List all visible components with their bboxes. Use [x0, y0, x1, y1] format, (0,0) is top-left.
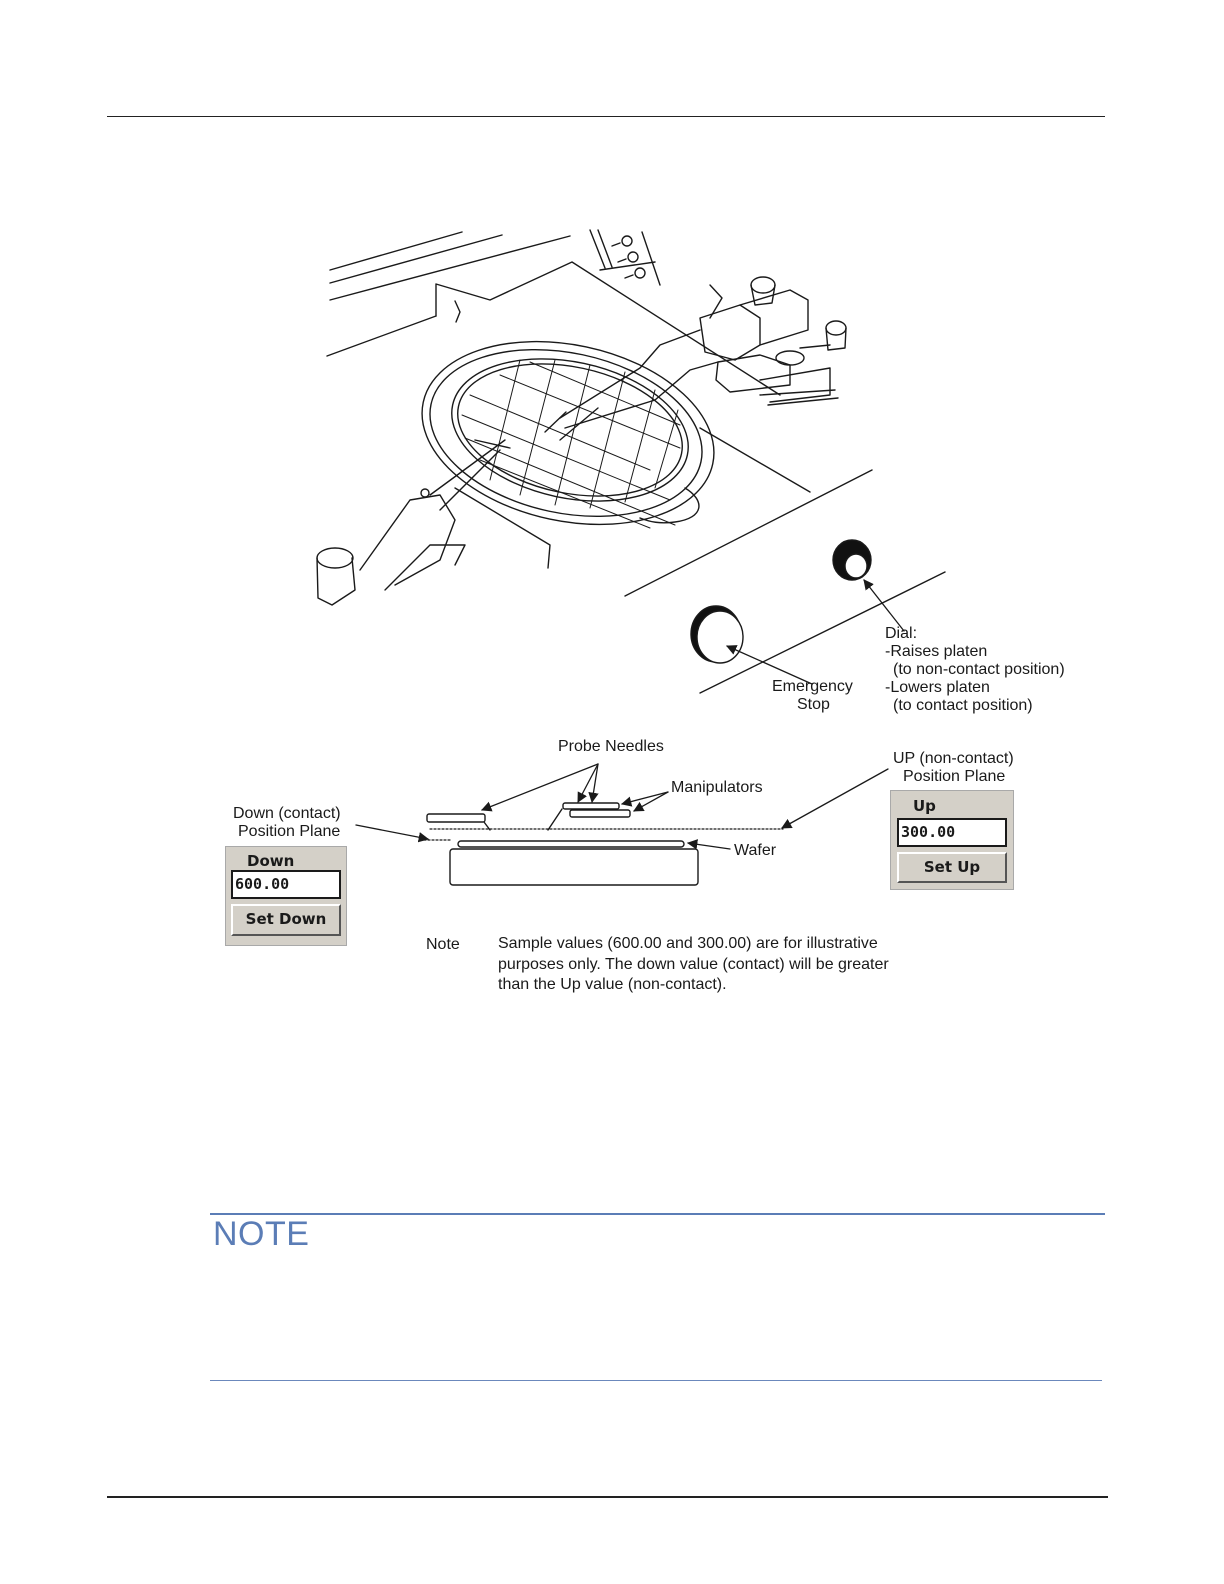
- dial-raise-detail: (to non-contact position): [893, 661, 1065, 678]
- dial-label: Dial:: [885, 625, 918, 642]
- platen-dial: [833, 540, 871, 580]
- chuck-and-wafer: [405, 316, 731, 568]
- dial-lower-detail: (to contact position): [893, 697, 1033, 714]
- down-position-panel: [225, 846, 347, 946]
- control-panel-knobs: [590, 230, 660, 285]
- manipulator-arms: [545, 277, 846, 440]
- wafer-label: Wafer: [734, 842, 777, 859]
- up-position-panel: [890, 790, 1014, 890]
- note-heading: NOTE: [213, 1215, 310, 1253]
- up-plane-label-line2: Position Plane: [903, 768, 1006, 785]
- probe-needles-label: Probe Needles: [558, 738, 664, 755]
- figure-note-line: purposes only. The down value (contact) will be greater: [498, 955, 889, 973]
- figure-note-line: Sample values (600.00 and 300.00) are for illustrative: [498, 935, 878, 952]
- estop-label-line2: Stop: [797, 696, 830, 713]
- up-panel-title: Up: [913, 797, 936, 815]
- down-plane-label-line1: Down (contact): [233, 805, 341, 822]
- position-plane-schematic: [420, 803, 783, 885]
- up-value-field[interactable]: 300.00: [897, 818, 1007, 847]
- dial-raise-label: -Raises platen: [885, 643, 988, 660]
- footer-rule: [107, 1496, 1108, 1498]
- down-plane-label-line2: Position Plane: [238, 823, 341, 840]
- down-value-field[interactable]: 600.00: [231, 870, 341, 899]
- emergency-stop-button: [691, 606, 743, 663]
- figure-note-label: Note: [426, 936, 460, 953]
- estop-label-line1: Emergency: [772, 678, 853, 695]
- figure-note-text: [498, 934, 889, 996]
- set-down-button[interactable]: Set Down: [231, 904, 341, 936]
- side-probe-arm: [317, 440, 510, 605]
- dial-lower-label: -Lowers platen: [885, 679, 990, 696]
- manipulators-label: Manipulators: [671, 779, 763, 796]
- note-bottom-rule: [210, 1380, 1102, 1381]
- figure-note-line: than the Up value (non-contact).: [498, 976, 727, 993]
- note-top-rule: [210, 1213, 1105, 1215]
- up-plane-label-line1: UP (non-contact): [893, 750, 1014, 767]
- down-panel-title: Down: [247, 852, 295, 870]
- set-up-button[interactable]: Set Up: [897, 852, 1007, 883]
